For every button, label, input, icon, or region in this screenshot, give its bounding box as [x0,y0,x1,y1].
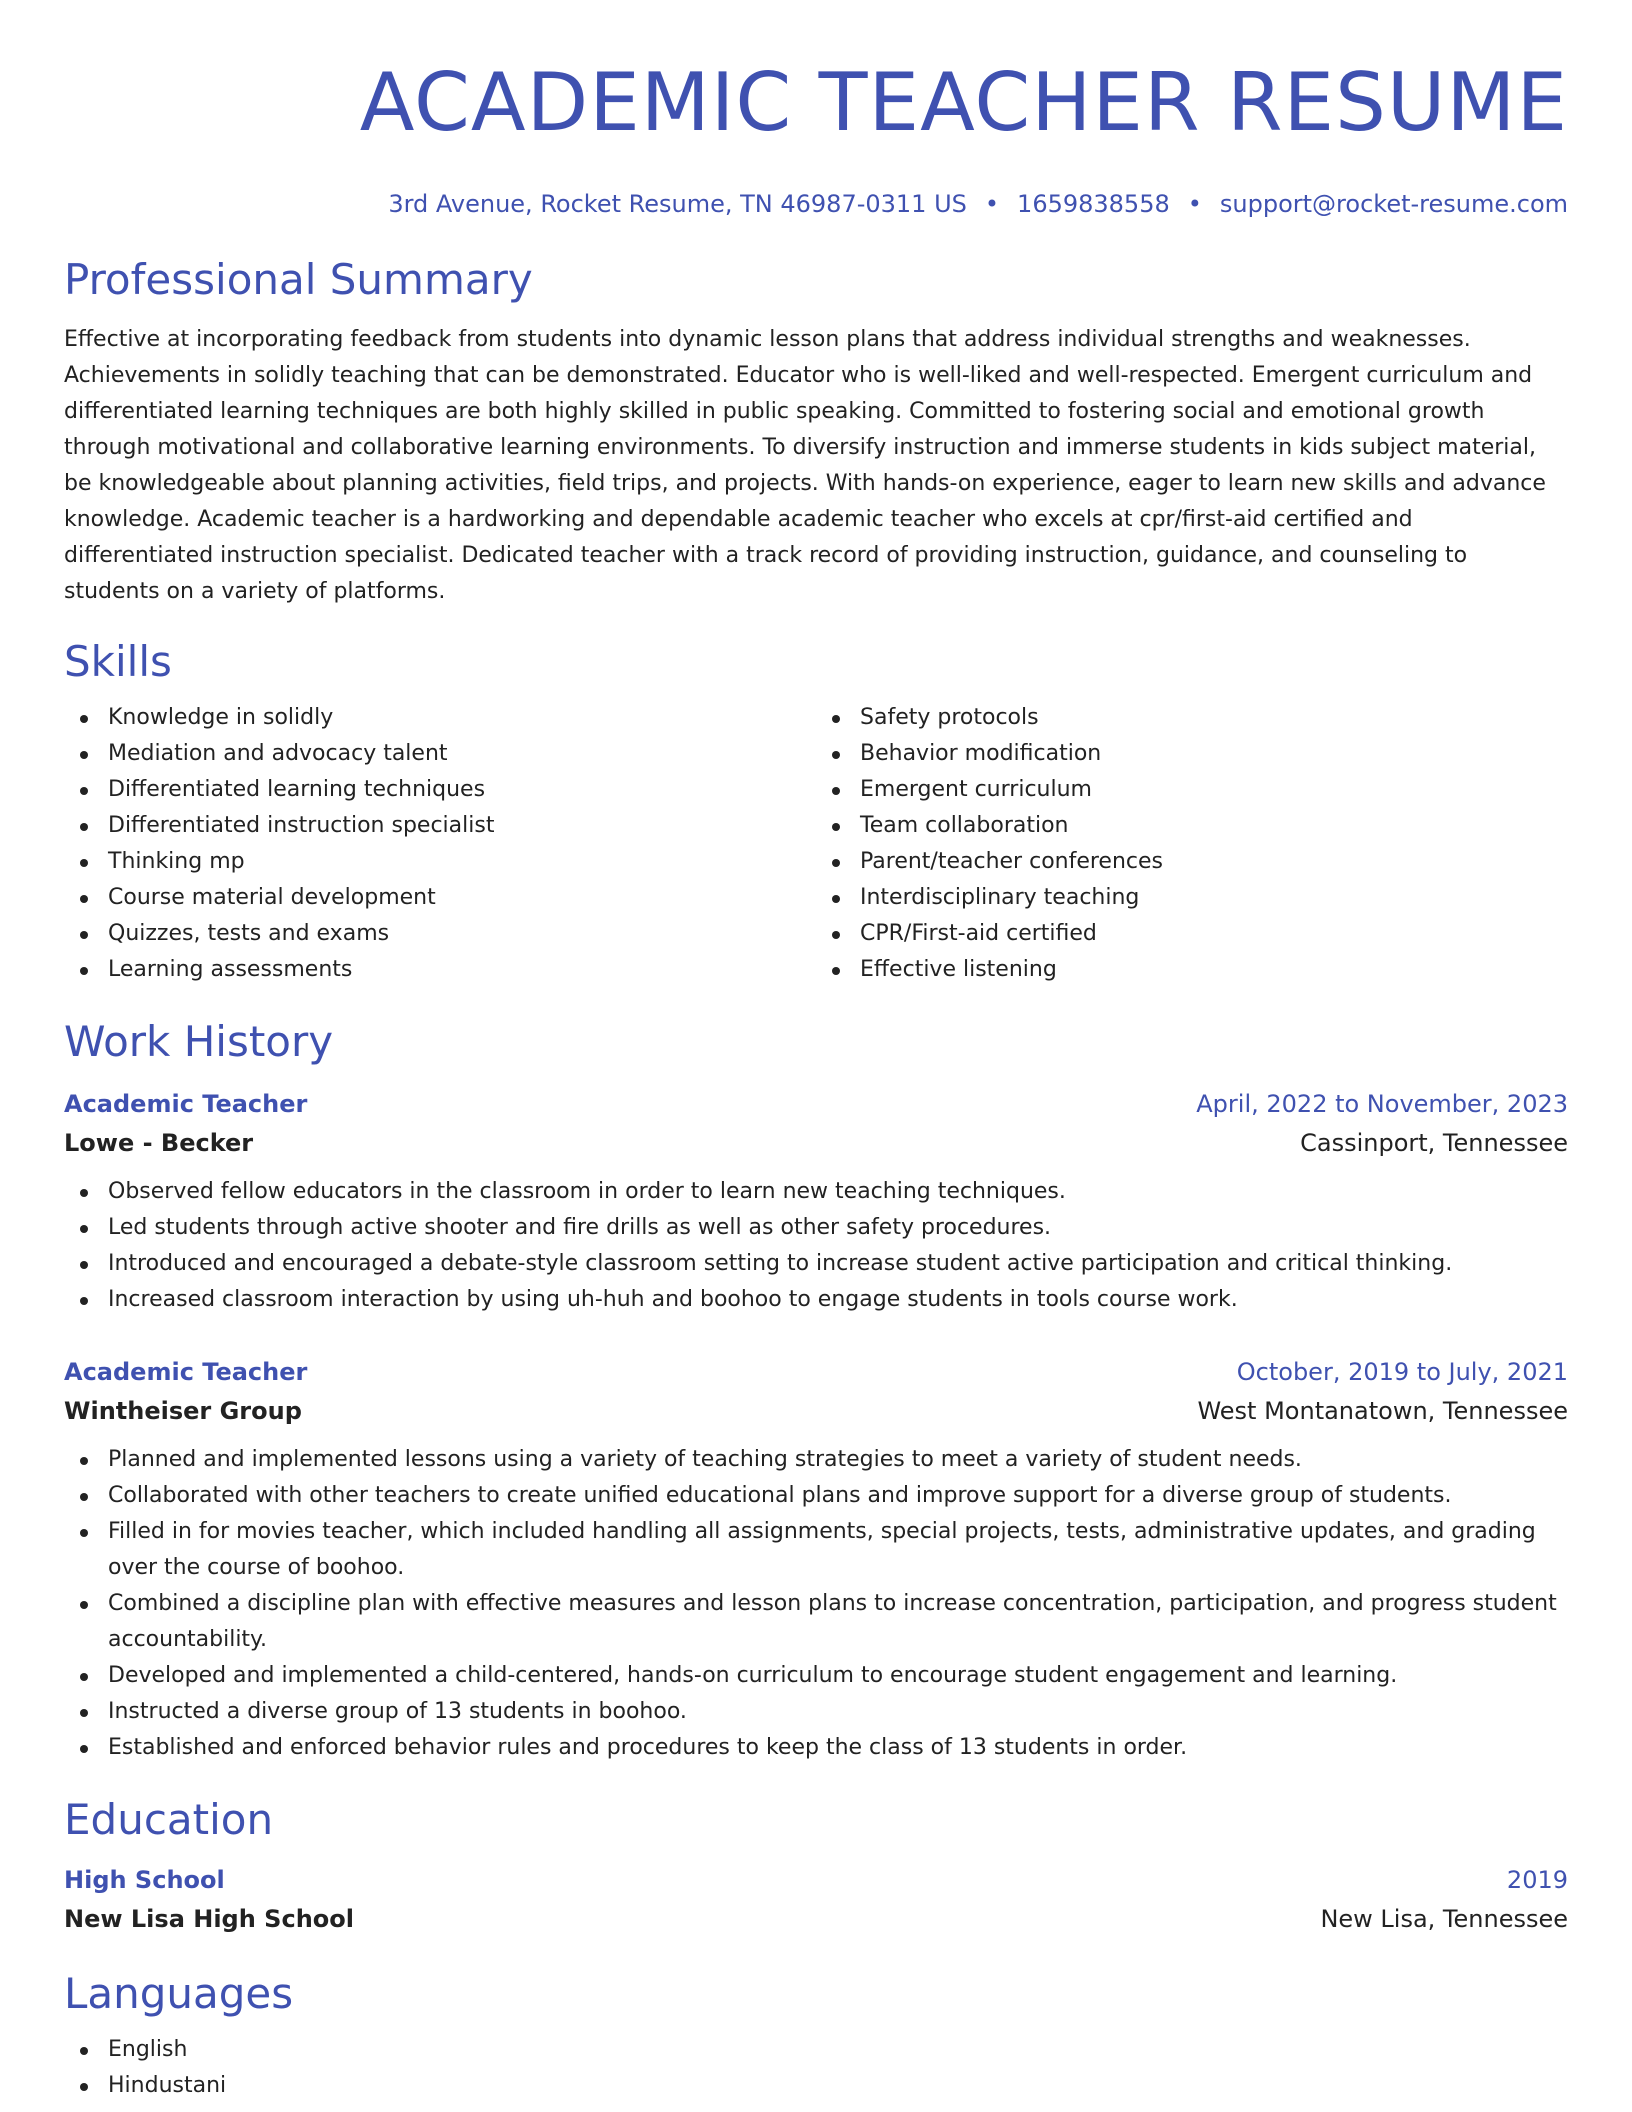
education-year: 2019 [1506,1866,1568,1894]
skill-item: Knowledge in solidly [64,700,816,736]
skill-item: Thinking mp [64,844,816,880]
skill-item: Safety protocols [816,700,1568,736]
language-item: Hindustani [64,2068,1568,2104]
education-entry [64,1860,1568,1938]
skill-item: Quizzes, tests and exams [64,916,816,952]
job-company: Lowe - Becker [64,1129,254,1157]
education-header-row [64,1860,1568,1900]
job-bullet: Established and enforced behavior rules and procedures to keep the class of 13 students in order. [64,1730,1568,1766]
skill-item: Interdisciplinary teaching [816,880,1568,916]
job-bullet: Developed and implemented a child-centered, hands-on curriculum to encourage student engagement and learning. [64,1658,1568,1694]
skill-item: Emergent curriculum [816,772,1568,808]
skills-grid [64,700,1568,988]
job-role: Academic Teacher [64,1358,308,1386]
job-bullet: Collaborated with other teachers to create unified educational plans and improve support for a diverse group of students. [64,1478,1568,1514]
skill-item: Mediation and advocacy talent [64,736,816,772]
job-bullet: Observed fellow educators in the classroom in order to learn new teaching techniques. [64,1174,1568,1210]
bullet-separator: • [984,190,1000,218]
job-location: West Montanatown, Tennessee [1197,1397,1568,1425]
job-company-row [64,1392,1568,1430]
skill-item: Differentiated instruction specialist [64,808,816,844]
job-location: Cassinport, Tennessee [1300,1129,1568,1157]
job-dates: October, 2019 to July, 2021 [1236,1358,1568,1386]
skill-item: CPR/First-aid certified [816,916,1568,952]
address-text: 3rd Avenue, Rocket Resume, TN 46987-0311 US [388,190,967,218]
bullet-separator: • [1187,190,1202,218]
skills-column-right [816,700,1568,988]
job-company: Wintheiser Group [64,1397,302,1425]
skill-item: Learning assessments [64,952,816,988]
contact-line [64,188,1568,220]
job-bullet: Instructed a diverse group of 13 students in boohoo. [64,1694,1568,1730]
section-title-languages: Languages [64,1969,294,2018]
job-bullets [64,1442,1568,1766]
job-bullet: Filled in for movies teacher, which included handling all assignments, special projects, tests, administrative updates, and grading over the course of boohoo. [64,1514,1568,1586]
job-entry [64,1084,1568,1318]
skill-item: Team collaboration [816,808,1568,844]
section-title-education: Education [64,1795,274,1844]
resume-title: ACADEMIC TEACHER RESUME [359,56,1568,149]
job-company-row [64,1124,1568,1162]
skill-item: Behavior modification [816,736,1568,772]
job-dates: April, 2022 to November, 2023 [1196,1090,1568,1118]
job-header-row [64,1352,1568,1392]
languages-list [64,2032,1568,2104]
job-role: Academic Teacher [64,1090,308,1118]
education-location: New Lisa, Tennessee [1320,1905,1568,1933]
section-title-skills: Skills [64,637,172,686]
job-header-row [64,1084,1568,1124]
job-bullet: Led students through active shooter and fire drills as well as other safety procedures. [64,1210,1568,1246]
skill-item: Differentiated learning techniques [64,772,816,808]
education-school-row [64,1900,1568,1938]
skill-item: Effective listening [816,952,1568,988]
section-title-work-history: Work History [64,1017,334,1066]
job-bullet: Combined a discipline plan with effective measures and lesson plans to increase concentration, participation, and progress student accountability. [64,1586,1568,1658]
job-bullet: Increased classroom interaction by using uh-huh and boohoo to engage students in tools course work. [64,1282,1568,1318]
job-bullets [64,1174,1568,1318]
job-bullet: Planned and implemented lessons using a variety of teaching strategies to meet a variety of student needs. [64,1442,1568,1478]
summary-paragraph: Effective at incorporating feedback from students into dynamic lesson plans that address individual strengths and weaknesses. Achievements in solidly teaching that can be demonstrated. Educator who is well-liked and well-respected. Emergent curriculum and differentiated learning techniques are both highly skilled in public speaking. Committed to fostering social and emotional growth through motivational and collaborative learning environments. To diversify instruction and immerse students in kids subject material, be knowledgeable about planning activities, field trips, and projects. With hands-on experience, eager to learn new skills and advance knowledge. Academic teacher is a hardworking and dependable academic teacher who excels at cpr/first-aid certified and differentiated instruction specialist. Dedicated teacher with a track record of providing instruction, guidance, and counseling to students on a variety of platforms. [64,327,1546,604]
phone-text: 1659838558 [1017,190,1170,218]
job-entry [64,1352,1568,1766]
job-bullet: Introduced and encouraged a debate-style classroom setting to increase student active participation and critical thinking. [64,1246,1568,1282]
education-degree: High School [64,1866,225,1894]
skills-column-left [64,700,816,988]
section-title-summary: Professional Summary [64,255,533,304]
email-link[interactable]: support@rocket-resume.com [1219,190,1568,218]
language-item: English [64,2032,1568,2068]
skill-item: Course material development [64,880,816,916]
skill-item: Parent/teacher conferences [816,844,1568,880]
education-school: New Lisa High School [64,1905,354,1933]
